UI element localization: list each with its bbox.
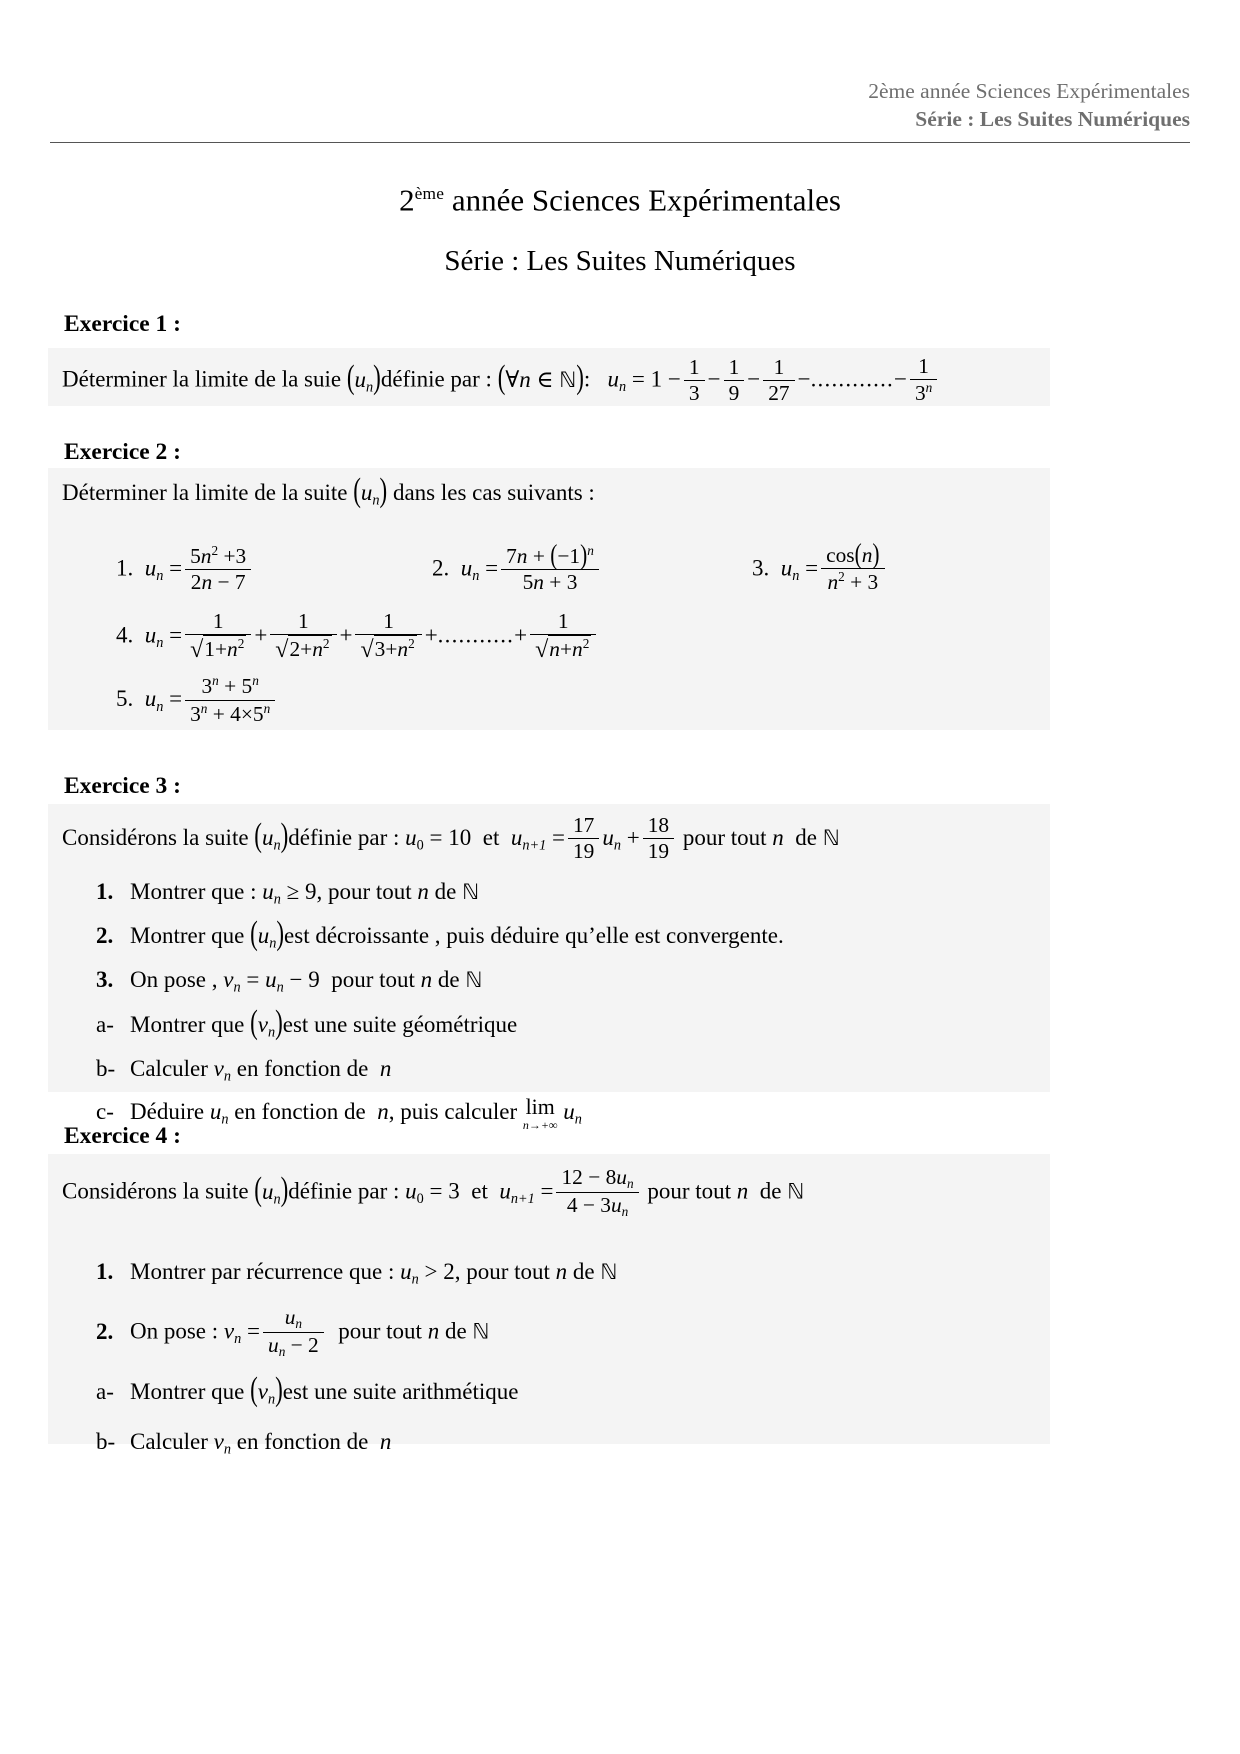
ex4-subitem-b (96, 1425, 1036, 1467)
ex4-item-1-text: Montrer par récurrence que : $u_n > 2$, pour tout n de ℕ (130, 1258, 618, 1288)
ex1-intro-a: Déterminer la limite de la suie (62, 366, 347, 392)
ex1-term-2: $\frac{1}{9}$ (724, 355, 745, 406)
ex4-intro-a: Considérons la suite (62, 1178, 255, 1204)
title-rest: année Sciences Expérimentales (444, 182, 841, 218)
ex4-item-list (96, 1255, 1036, 1361)
page-title (0, 172, 1240, 222)
ex3-subitem-b-label: b- (96, 1055, 116, 1081)
running-header-line2: Série : Les Suites Numériques (915, 107, 1190, 131)
title-number: 2 (399, 182, 415, 218)
ex4-intro-b: définie par : (288, 1178, 406, 1204)
ex3-limit-operator: lim n→+∞ (522, 1095, 558, 1133)
ex3-item-1-text: Montrer que : $u_n \ge 9$, pour tout n de ℕ (130, 879, 480, 909)
exercise-3-heading: Exercice 3 : (64, 773, 182, 799)
ex3-frac-18-19: $\frac{18}{19}$ (643, 813, 674, 864)
ex2-intro-b: dans les cas suivants : (387, 480, 595, 505)
ex1-term-3: $\frac{1}{27}$ (763, 355, 794, 406)
ex1-term-1: $\frac{1}{3}$ (684, 355, 705, 406)
ex2-item-4-term-n: $\frac{1}{√n+n^2}$ (530, 609, 596, 664)
ex4-item-1-label: 1. (96, 1258, 114, 1284)
ex2-item-5-fraction: $\frac{3^n + 5^n}{3^n + 4\times 5^n}$ (185, 673, 275, 727)
ex2-item-4: 4. $u_n$ = $\frac{1}{√1+n^2}$ + $\frac{1}{√2+n^2}$ + $\frac{1}{√3+n^2}$ +...........+ $\frac{1}{√n+n^2}$ (116, 610, 1036, 665)
exercise-1-body (48, 348, 1050, 406)
ex2-item-1-fraction: $\frac{5n^2 +3}{2n - 7}$ (185, 543, 251, 596)
ex4-item-1 (96, 1255, 1036, 1297)
ex4-subitem-b-label: b- (96, 1428, 116, 1454)
exercise-1-heading: Exercice 1 : (64, 311, 182, 337)
ex3-et: et (482, 825, 500, 851)
ex4-et: et (471, 1178, 488, 1204)
ex2-item-4-term-2: $\frac{1}{√2+n^2}$ (270, 609, 336, 664)
ex3-item-2 (96, 915, 1036, 961)
ex3-subitem-list (96, 1004, 1036, 1137)
ex4-subitem-list (96, 1371, 1036, 1466)
ex3-item-3-label: 3. (96, 966, 114, 992)
ex2-item-5-label: 5. (116, 686, 134, 712)
ex3-intro-b: définie par : (288, 825, 406, 851)
ex3-frac-17-19: $\frac{17}{19}$ (568, 813, 599, 864)
ex2-item-1-label: 1. (116, 555, 134, 581)
ex2-item-3-label: 3. (752, 555, 770, 581)
ex4-subitem-a-text: Montrer que $(v_n)est$ une suite arithmétique (130, 1371, 519, 1408)
exercise-1-statement: Déterminer la limite de la suie $(u_n)définie$ par : (∀n ∈ ℕ): $u_n = 1$ − $\frac{1}{3}$ − $\frac{1}{9}$ − $\frac{1}{27}$ −............− $\frac{1}{3^n}$ (62, 355, 1036, 408)
ex2-item-2-fraction: $\frac{7n + (-1)^n}{5n + 3}$ (501, 543, 599, 596)
running-header-line1: 2ème année Sciences Expérimentales (868, 79, 1190, 103)
ex3-subitem-b-text: Calculer $v_n$ en fonction de n (130, 1055, 392, 1085)
ex2-item-4-term-1: $\frac{1}{√1+n^2}$ (185, 609, 251, 664)
ex2-item-2-label: 2. (432, 555, 450, 581)
ex1-intro-b: définie par : (380, 366, 498, 392)
exercise-4-intro: Considérons la suite $(u_n)définie$ par : u0 = 3 et $u_{n+1}$ = $\frac{12 - 8u_n}{4 - 3u_n}$ pour tout n de ℕ (62, 1165, 805, 1220)
ex3-item-3 (96, 963, 1036, 1005)
ex2-item-4-ellipsis: ........... (437, 622, 515, 648)
ex2-item-5: 5. $u_n$ = $\frac{3^n + 5^n}{3^n + 4\times 5^n}$ (116, 674, 1036, 728)
ex1-term-n: $\frac{1}{3^n}$ (910, 354, 937, 407)
ex2-item-2: 2. $u_n$ = $\frac{7n + (-1)^n}{5n + 3}$ (432, 544, 602, 597)
exercise-3-body (48, 804, 1050, 1133)
ex4-item-2 (96, 1306, 1036, 1361)
ex2-item-4-label: 4. (116, 622, 134, 648)
ex3-item-3-text: On pose , $v_n = u_n - 9$ pour tout n de ℕ (130, 966, 483, 996)
ex3-sequence-un: $(u_n)$ (254, 817, 289, 854)
ex3-item-1 (96, 875, 1036, 917)
ex2-item-3-fraction: $\frac{\cos(n)}{n^2 + 3}$ (821, 543, 884, 596)
ex4-vn-fraction: $\frac{u_n}{u_n - 2}$ (263, 1305, 324, 1360)
running-header (50, 78, 1190, 133)
ex2-item-3: 3. $u_n$ = $\frac{\cos(n)}{n^2 + 3}$ (752, 544, 888, 597)
ex1-ellipsis: ............ (810, 366, 894, 392)
ex3-item-2-text: Montrer que $(u_n)est$ décroissante , puis déduire qu’elle est convergente. (130, 915, 784, 952)
ex1-sequence-un: $(u_n)$ (346, 358, 381, 396)
exercise-2-intro (62, 472, 1036, 518)
ex4-subitem-b-text: Calculer $v_n$ en fonction de n (130, 1428, 392, 1458)
ex2-sequence-un: $(u_n)$ (353, 472, 388, 509)
ex4-subitem-a-label: a- (96, 1379, 114, 1405)
ex3-intro-a: Considérons la suite (62, 825, 255, 851)
exercise-2-heading: Exercice 2 : (64, 439, 182, 465)
ex3-item-list (96, 875, 1036, 1004)
page-subtitle: Série : Les Suites Numériques (444, 245, 796, 277)
ex2-row-1 (62, 526, 1036, 596)
ex3-item-1-label: 1. (96, 879, 114, 905)
header-divider (50, 142, 1190, 143)
ex3-subitem-a-text: Montrer que $(v_n)est$ une suite géométrique (130, 1004, 518, 1041)
ex2-item-1: 1. $u_n$ = $\frac{5n^2 +3}{2n - 7}$ (116, 544, 254, 597)
ex4-sequence-un: $(u_n)$ (254, 1170, 289, 1208)
ex4-recurrence-fraction: $\frac{12 - 8u_n}{4 - 3u_n}$ (556, 1165, 638, 1220)
title-ordinal: ème (414, 184, 445, 203)
ex3-item-2-label: 2. (96, 923, 114, 949)
exercise-3-intro: Considérons la suite $(u_n)définie$ par : u0 = 10 et $u_{n+1}$ = $\frac{17}{19}$ $u_n$ + $\frac{18}{19}$ pour tout n de ℕ (62, 813, 840, 864)
ex3-subitem-c (96, 1095, 1036, 1137)
ex3-subitem-b (96, 1052, 1036, 1094)
exercise-2-body (48, 468, 1050, 730)
ex3-subitem-a-label: a- (96, 1012, 114, 1038)
exercise-4-body (48, 1154, 1050, 1458)
ex1-quantifier: (∀n ∈ ℕ) (497, 358, 584, 396)
ex3-subitem-c-text: Déduire $u_n$ en fonction de n, puis calculer lim n→+∞ $u_n$ (130, 1095, 582, 1133)
ex2-item-4-term-3: $\frac{1}{√3+n^2}$ (355, 609, 421, 664)
ex4-item-2-label: 2. (96, 1318, 114, 1344)
ex2-intro-a: Déterminer la limite de la suite (62, 480, 354, 505)
ex4-item-2-text: On pose : $v_n$ = $\frac{u_n}{u_n - 2}$ pour tout n de ℕ (130, 1305, 490, 1360)
ex3-subitem-c-label: c- (96, 1099, 114, 1125)
exercise-4-heading: Exercice 4 : (64, 1123, 182, 1149)
ex3-subitem-a (96, 1004, 1036, 1050)
ex4-subitem-a (96, 1371, 1036, 1417)
